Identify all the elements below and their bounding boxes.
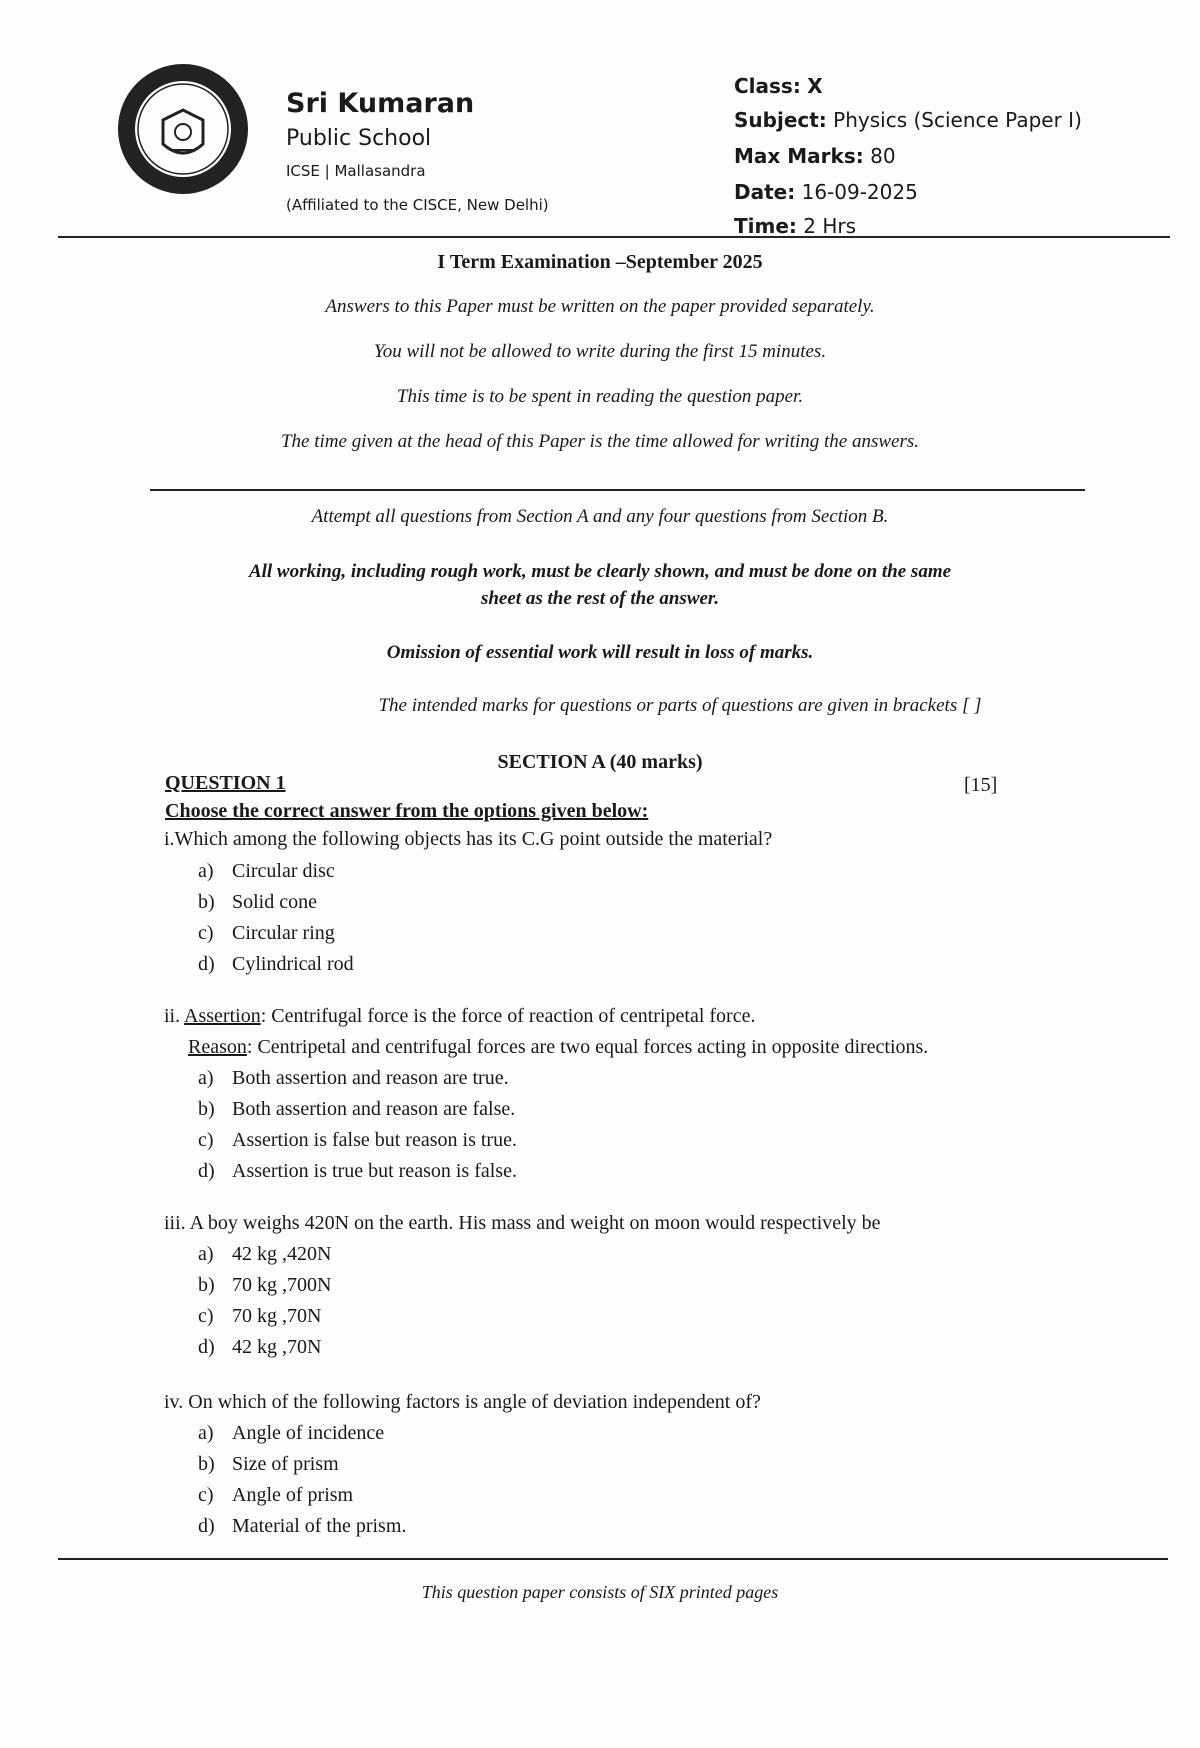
attempt-instruction: Attempt all questions from Section A and any four questions from Section B. [311,506,889,527]
max-marks-info: Max Marks: 80 [734,144,896,168]
school-location: ICSE | Mallasandra [286,162,426,180]
option-item: b) Solid cone [198,891,317,913]
option-item: c) Assertion is false but reason is true. [198,1129,517,1151]
exam-title: I Term Examination –September 2025 [437,251,763,273]
class-info: Class: X [734,74,823,98]
note-3: This time is to be spent in reading the question paper. [396,386,804,407]
working-instruction-line2: sheet as the rest of the answer. [480,588,720,609]
header-divider [58,236,1170,238]
omission-instruction: Omission of essential work will result in loss of marks. [386,642,814,663]
notes-divider [150,489,1085,491]
option-item: c) 70 kg ,70N [198,1305,322,1327]
section-a-title: SECTION A (40 marks) [497,751,703,773]
option-item: c) Circular ring [198,922,335,944]
school-logo [116,62,250,196]
question-1-marks: [15] [964,774,998,796]
school-subtitle: Public School [286,126,432,151]
question-iv-text: iv. On which of the following factors is angle of deviation independent of? [164,1391,761,1413]
option-item: d) Material of the prism. [198,1515,407,1537]
option-item: b) 70 kg ,700N [198,1274,332,1296]
working-instruction-line1: All working, including rough work, must be clearly shown, and must be done on the same [248,561,952,582]
option-item: a) 42 kg ,420N [198,1243,332,1265]
school-name: Sri Kumaran [286,88,475,119]
question-iii-text: iii. A boy weighs 420N on the earth. His mass and weight on moon would respectively be [164,1212,881,1234]
question-1-label: QUESTION 1 [165,772,286,794]
school-affiliation: (Affiliated to the CISCE, New Delhi) [286,196,549,214]
time-info: Time: 2 Hrs [734,214,857,238]
note-4: The time given at the head of this Paper is the time allowed for writing the answers. [280,431,920,452]
option-item: b) Both assertion and reason are false. [198,1098,516,1120]
question-ii-reason: Reason: Centripetal and centrifugal forces are two equal forces acting in opposite directions. [188,1036,929,1058]
option-item: a) Circular disc [198,860,335,882]
question-i-text: i.Which among the following objects has its C.G point outside the material? [164,828,773,850]
footer-divider [58,1558,1168,1560]
note-2: You will not be allowed to write during the first 15 minutes. [373,341,827,362]
school-emblem-icon [116,62,250,196]
option-item: d) 42 kg ,70N [198,1336,322,1358]
date-info: Date: 16-09-2025 [734,180,918,204]
option-item: d) Cylindrical rod [198,953,354,975]
option-item: c) Angle of prism [198,1484,354,1506]
option-item: a) Both assertion and reason are true. [198,1067,509,1089]
note-1: Answers to this Paper must be written on the paper provided separately. [325,296,875,317]
footer-note: This question paper consists of SIX printed pages [421,1582,779,1602]
question-ii-assertion: ii. Assertion: Centrifugal force is the force of reaction of centripetal force. [164,1005,756,1027]
option-item: d) Assertion is true but reason is false. [198,1160,517,1182]
subject-info: Subject: Physics (Science Paper I) [734,108,1082,132]
marks-instruction: The intended marks for questions or parts of questions are given in brackets [ ] [378,695,982,716]
option-item: b) Size of prism [198,1453,339,1475]
question-1-instruction: Choose the correct answer from the options given below: [165,800,649,822]
option-item: a) Angle of incidence [198,1422,385,1444]
